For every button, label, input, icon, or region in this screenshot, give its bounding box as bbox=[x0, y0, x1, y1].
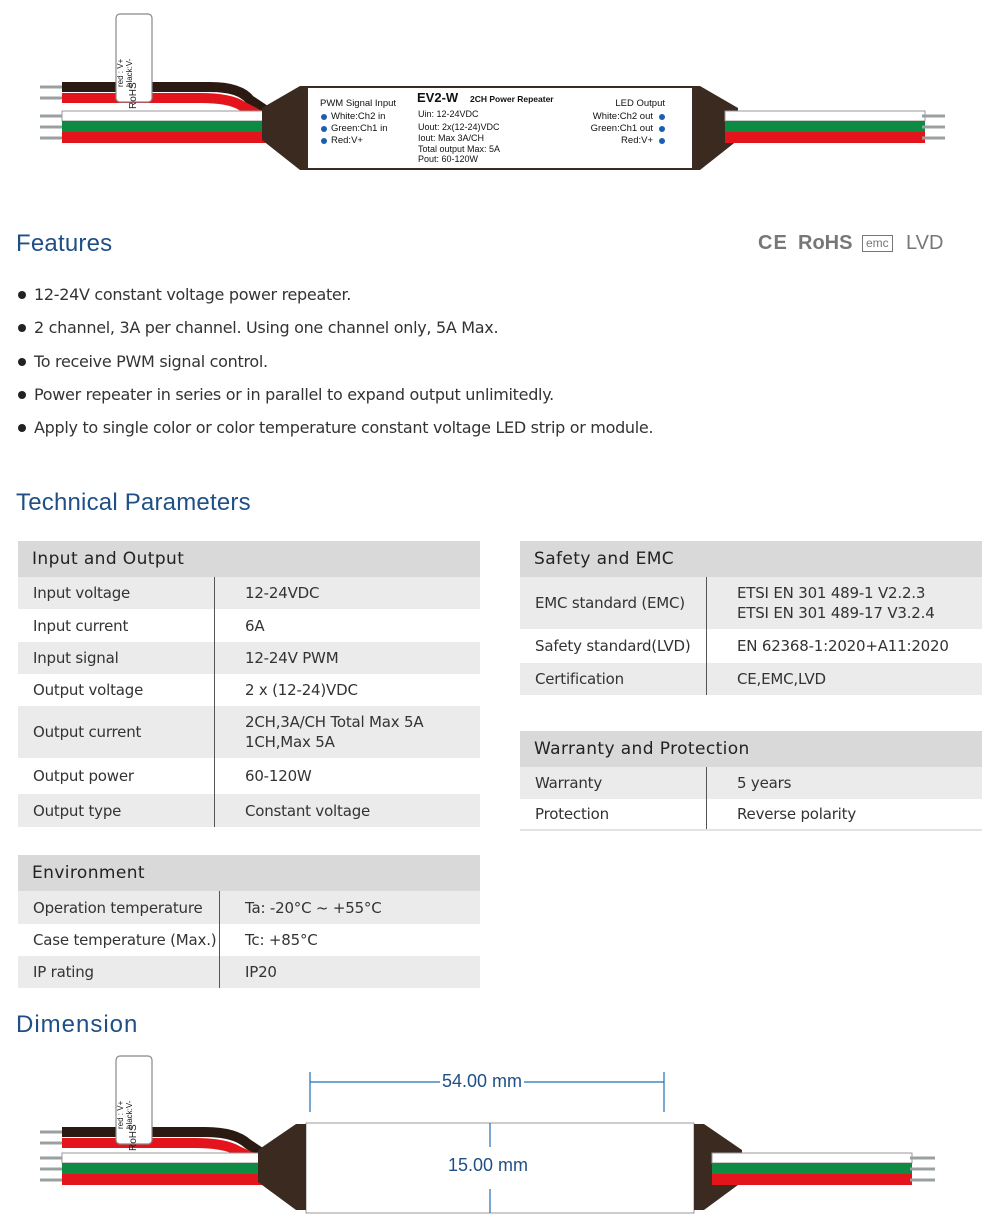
table-row bbox=[520, 629, 982, 663]
ce-logo: CE bbox=[758, 232, 788, 254]
table-row bbox=[520, 663, 982, 695]
param-value: Tc: +85°C bbox=[245, 931, 318, 949]
width-dimension: 15.00 mm bbox=[448, 1155, 529, 1175]
param-value: 12-24V PWM bbox=[245, 649, 339, 667]
feature-text: To receive PWM signal control. bbox=[34, 351, 268, 371]
param-name: Input current bbox=[18, 609, 215, 642]
module-label bbox=[308, 88, 692, 168]
spec-4: Total output Max: 5A bbox=[418, 144, 501, 154]
table-row bbox=[18, 956, 480, 988]
dimension-wire-tag bbox=[116, 1061, 150, 1149]
param-name: Warranty bbox=[520, 767, 707, 799]
spec-3: Iout: Max 3A/CH bbox=[418, 133, 485, 143]
param-value: 2 x (12-24)VDC bbox=[245, 681, 358, 699]
input-item-2: Green:Ch1 in bbox=[331, 123, 388, 134]
table-header: Input and Output bbox=[18, 541, 480, 577]
param-value: Reverse polarity bbox=[737, 805, 857, 823]
table-row bbox=[18, 674, 480, 706]
param-name: Safety standard(LVD) bbox=[520, 629, 707, 663]
table-row bbox=[18, 609, 480, 642]
bullet-icon bbox=[18, 291, 26, 299]
tag-line-1: red : V+ bbox=[116, 1100, 125, 1129]
param-value: 2CH,3A/CH Total Max 5A 1CH,Max 5A bbox=[245, 713, 424, 751]
spec-5: Pout: 60-120W bbox=[418, 154, 479, 164]
emc-logo: emc bbox=[862, 235, 893, 252]
param-name: Input voltage bbox=[18, 577, 215, 609]
model-name: EV2-W bbox=[417, 90, 459, 105]
tag-line-2: black:V- bbox=[125, 1100, 134, 1129]
feature-text: 2 channel, 3A per channel. Using one channel only, 5A Max. bbox=[34, 318, 499, 338]
features-title: Features bbox=[16, 230, 113, 257]
param-name: Output voltage bbox=[18, 674, 215, 706]
feature-item bbox=[16, 315, 716, 348]
feature-text: Power repeater in series or in parallel to expand output unlimitedly. bbox=[34, 384, 554, 404]
table-row bbox=[18, 891, 480, 924]
spec-1: Uin: 12-24VDC bbox=[418, 109, 479, 119]
bullet-icon bbox=[18, 424, 26, 432]
param-name: Certification bbox=[520, 663, 707, 695]
param-name: Output type bbox=[18, 794, 215, 827]
table-header: Warranty and Protection bbox=[520, 731, 982, 767]
output-title: LED Output bbox=[615, 98, 665, 109]
feature-text: 12-24V constant voltage power repeater. bbox=[34, 285, 352, 304]
table-header: Safety and EMC bbox=[520, 541, 982, 577]
table-row bbox=[520, 577, 982, 629]
bullet-icon bbox=[18, 391, 26, 399]
tag-rohs: RoHS bbox=[128, 1124, 139, 1151]
table-row bbox=[18, 794, 480, 827]
param-value: Ta: -20°C ~ +55°C bbox=[245, 898, 382, 917]
param-value: EN 62368-1:2020+A11:2020 bbox=[737, 637, 949, 655]
input-item-1: White:Ch2 in bbox=[331, 111, 386, 122]
length-dimension: 54.00 mm bbox=[442, 1071, 523, 1091]
param-value: CE,EMC,LVD bbox=[737, 670, 826, 688]
param-name: Input signal bbox=[18, 642, 215, 674]
bullet-icon bbox=[18, 324, 26, 332]
environment-table bbox=[18, 855, 480, 988]
table-row bbox=[18, 706, 480, 758]
param-value: 6A bbox=[245, 616, 265, 635]
param-value: IP20 bbox=[245, 963, 277, 981]
cert-logos bbox=[758, 228, 958, 258]
rohs-logo: RoHS bbox=[798, 232, 853, 254]
param-name: IP rating bbox=[18, 956, 220, 988]
tag-line-1: red : V+ bbox=[116, 58, 125, 87]
output-item-2: Green:Ch1 out bbox=[590, 123, 653, 134]
param-value: 60-120W bbox=[245, 767, 312, 785]
feature-item bbox=[16, 382, 716, 415]
param-value: 12-24VDC bbox=[245, 584, 320, 602]
bullet-icon bbox=[18, 358, 26, 366]
table-row bbox=[520, 767, 982, 799]
table-row bbox=[18, 577, 480, 609]
param-name: Output current bbox=[18, 706, 215, 758]
model-subtitle: 2CH Power Repeater bbox=[470, 94, 554, 104]
table-bottom-line bbox=[520, 829, 982, 831]
feature-text: Apply to single color or color temperature constant voltage LED strip or module. bbox=[34, 418, 654, 438]
feature-item bbox=[16, 349, 716, 382]
param-name: Protection bbox=[520, 799, 707, 829]
lvd-logo: LVD bbox=[906, 232, 944, 254]
param-name: Output power bbox=[18, 758, 215, 794]
input-title: PWM Signal Input bbox=[320, 98, 397, 109]
table-row bbox=[18, 642, 480, 674]
table-row bbox=[520, 799, 982, 829]
input-item-3: Red:V+ bbox=[331, 135, 363, 146]
output-item-3: Red:V+ bbox=[621, 135, 653, 146]
param-value: ETSI EN 301 489-1 V2.2.3 ETSI EN 301 489-17 V3.2.4 bbox=[737, 584, 935, 622]
feature-item bbox=[16, 282, 716, 315]
dimension-title: Dimension bbox=[16, 1011, 139, 1038]
table-row bbox=[18, 924, 480, 956]
features-list bbox=[16, 282, 716, 448]
table-header: Environment bbox=[18, 855, 480, 891]
param-name: Operation temperature bbox=[18, 891, 220, 924]
technical-title: Technical Parameters bbox=[16, 489, 251, 516]
input-output-table bbox=[18, 541, 480, 827]
warranty-table bbox=[520, 731, 982, 831]
output-item-1: White:Ch2 out bbox=[592, 111, 653, 122]
tag-line-2: black:V- bbox=[125, 58, 134, 87]
wire-tag bbox=[116, 19, 150, 107]
param-name: Case temperature (Max.) bbox=[18, 924, 220, 956]
safety-emc-table bbox=[520, 541, 982, 695]
tag-rohs: RoHS bbox=[128, 82, 139, 109]
table-row bbox=[18, 758, 480, 794]
feature-item bbox=[16, 415, 716, 448]
spec-2: Uout: 2x(12-24)VDC bbox=[418, 122, 500, 132]
param-name: EMC standard (EMC) bbox=[520, 577, 707, 629]
param-value: 5 years bbox=[737, 774, 792, 792]
param-value: Constant voltage bbox=[245, 801, 371, 820]
